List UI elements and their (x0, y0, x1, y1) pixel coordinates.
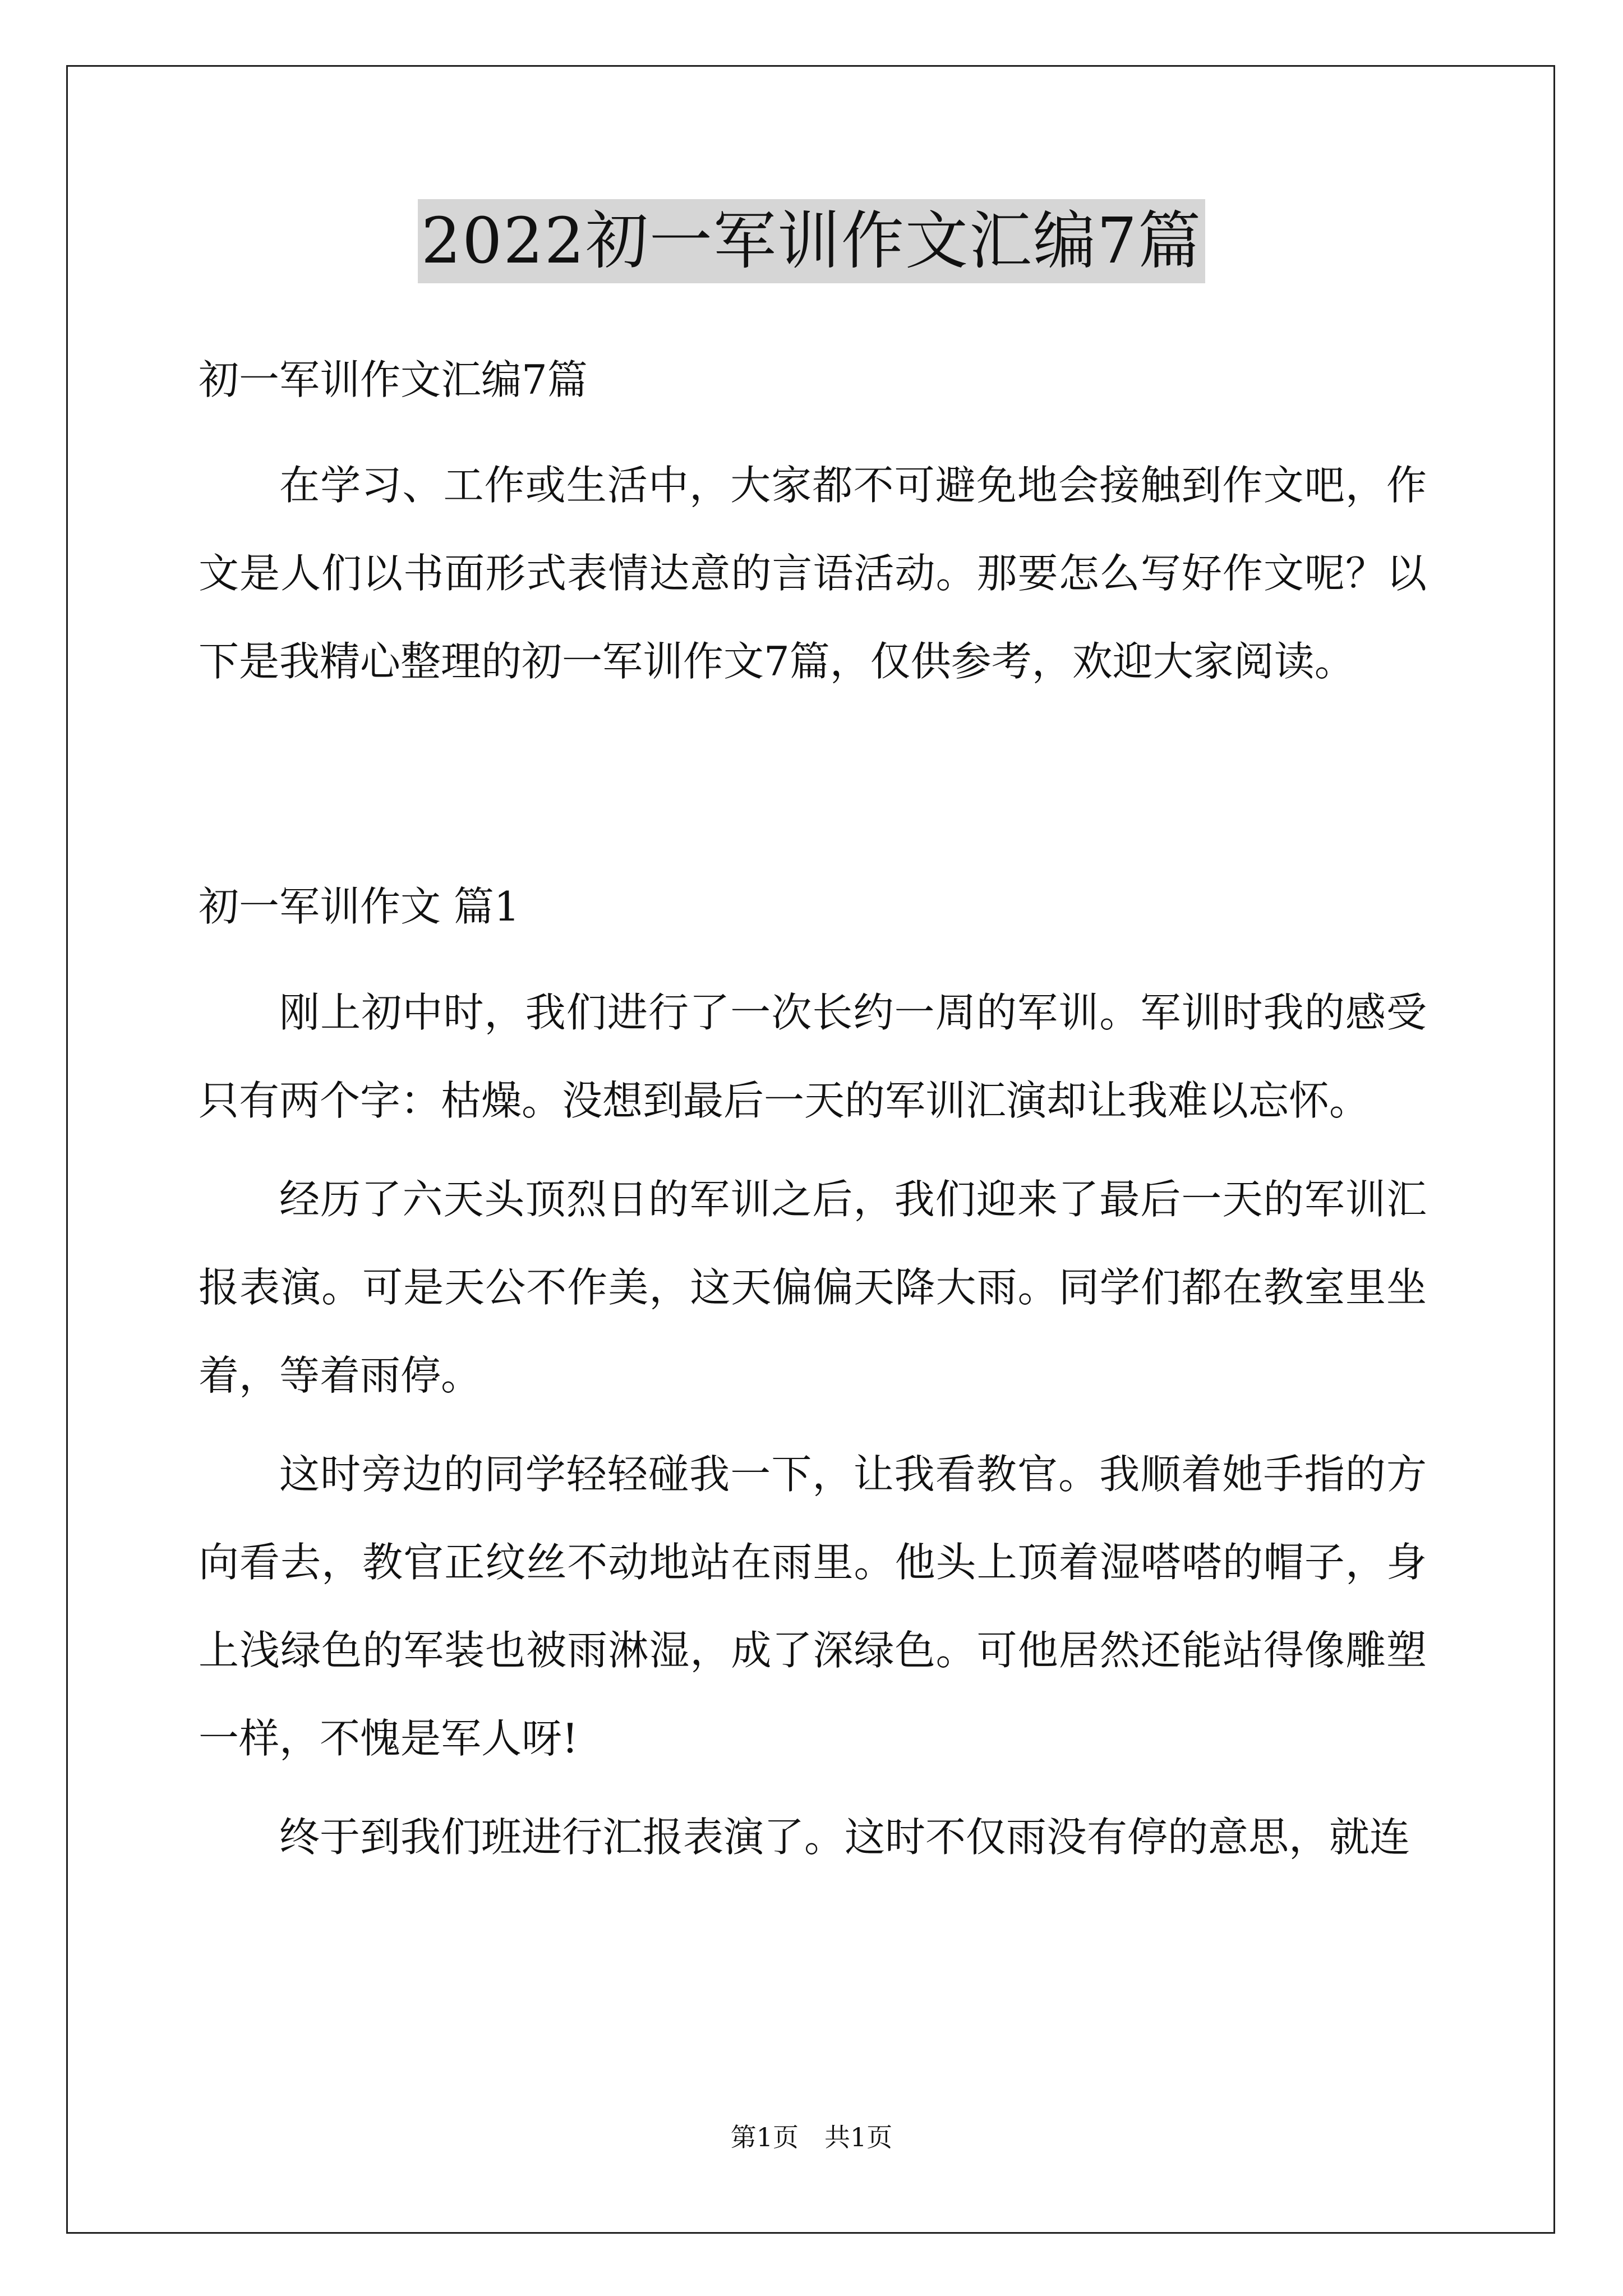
title-container (0, 199, 1623, 283)
section-heading: 初一军训作文 篇1 (199, 883, 520, 930)
section-body (199, 969, 1427, 1892)
page-total: 共1页 (824, 2122, 893, 2152)
document-title: 2022初一军训作文汇编7篇 (418, 199, 1205, 283)
intro-section (199, 441, 1427, 706)
body-paragraph-4: 终于到我们班进行汇报表演了。这时不仅雨没有停的意思，就连 (279, 1814, 1410, 1861)
document-subtitle: 初一军训作文汇编7篇 (199, 356, 588, 403)
body-paragraph-3: 这时旁边的同学轻轻碰我一下，让我看教官。我顺着她手指的方向看去，教官正纹丝不动地站在雨里。他头上顶着湿嗒嗒的帽子，身上浅绿色的军装也被雨淋湿，成了深绿色。可他居然还能站得像雕塑一样，不愧是军人呀! (199, 1451, 1427, 1762)
page-footer (0, 2120, 1623, 2154)
page-number: 第1页 (730, 2122, 799, 2152)
intro-paragraph: 在学习、工作或生活中，大家都不可避免地会接触到作文吧，作文是人们以书面形式表情达意的言语活动。那要怎么写好作文呢？以下是我精心整理的初一军训作文7篇，仅供参考，欢迎大家阅读。 (199, 462, 1427, 685)
body-paragraph-1: 刚上初中时，我们进行了一次长约一周的军训。军训时我的感受只有两个字：枯燥。没想到最后一天的军训汇演却让我难以忘怀。 (199, 989, 1427, 1124)
body-paragraph-2: 经历了六天头顶烈日的军训之后，我们迎来了最后一天的军训汇报表演。可是天公不作美，这天偏偏天降大雨。同学们都在教室里坐着，等着雨停。 (199, 1176, 1427, 1399)
